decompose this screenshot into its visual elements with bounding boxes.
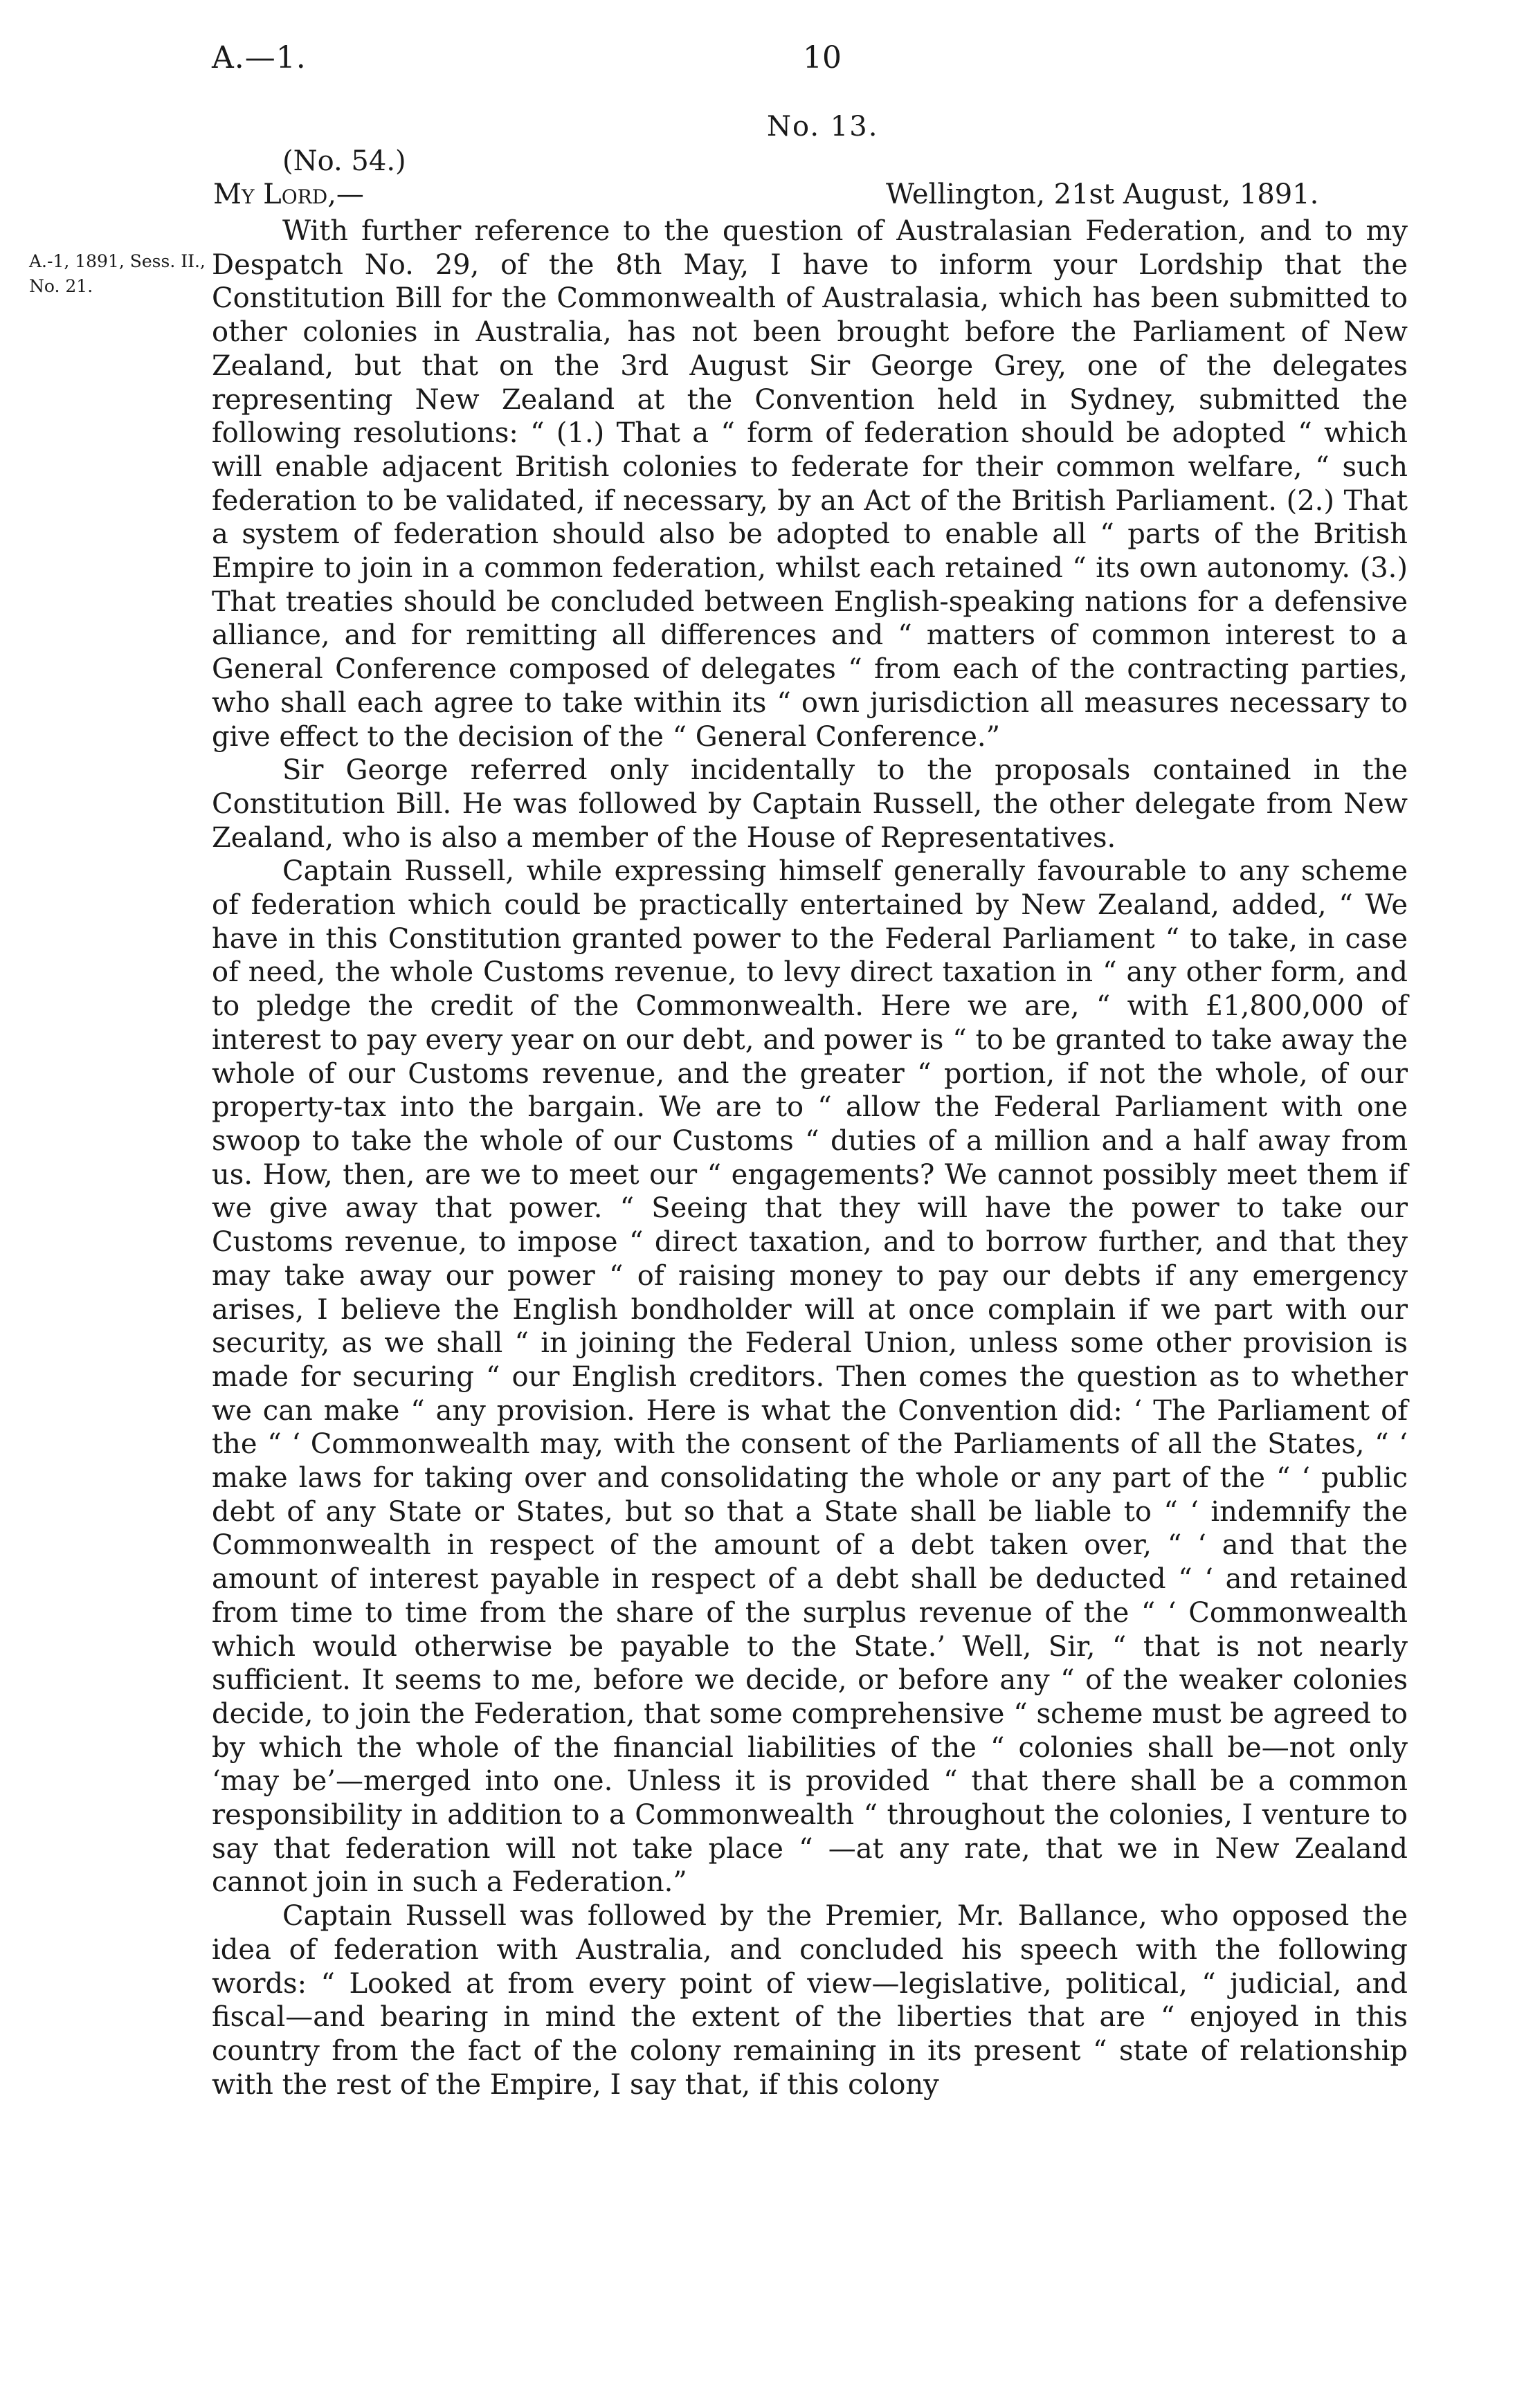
- paragraph: Sir George referred only incidentally to the proposals contained in the Constitution Bill. He was followed by Captain Russell, the other delegate from New Zealand, who is also a member of the House of Representatives.: [212, 754, 1408, 854]
- margin-note: A.-1, 1891, Sess. II., No. 21.: [29, 251, 206, 296]
- paragraph: With further reference to the question of Australasian Federation, and to my Despatch No. 29, of the 8th May, I have to inform your Lordship that the Constitution Bill for the Commonwealth of Australasia, which has been submitted to other colonies in Australia, has not been brought before the Parliament of New Zealand, but that on the 3rd August Sir George Grey, one of the delegates representing New Zealand at the Convention held in Sydney, submitted the following resolutions: “ (1.) That a “ form of federation should be adopted “ which will enable adjacent British colonies to federate for their common welfare, “ such federation to be validated, if necessary, by an Act of the British Parliament. (2.) That a system of federation should also be adopted to enable all “ parts of the British Empire to join in a common federation, whilst each retained “ its own autonomy. (3.) That treaties should be concluded between English-speaking nations for a defensive alliance, and for remitting all differences and “ matters of common interest to a General Conference composed of delegates “ from each of the contracting parties, who shall each agree to take within its “ own jurisdiction all measures necessary to give effect to the decision of the “ General Conference.”: [212, 215, 1408, 753]
- despatch-number: (No. 54.): [282, 145, 406, 177]
- page-reference: A.—1.: [212, 40, 307, 75]
- page-number: 10: [803, 40, 842, 75]
- paragraph: Captain Russell, while expressing himself generally favourable to any scheme of federation which could be practically entertained by New Zealand, added, “ We have in this Constitution granted power to the Federal Parliament “ to take, in case of need, the whole Customs revenue, to levy direct taxation in “ any other form, and to pledge the credit of the Commonwealth. Here we are, “ with £1,800,000 of interest to pay every year on our debt, and power is “ to be granted to take away the whole of our Customs revenue, and the greater “ portion, if not the whole, of our property-tax into the bargain. We are to “ allow the Federal Parliament with one swoop to take the whole of our Customs “ duties of a million and a half away from us. How, then, are we to meet our “ engagements? We cannot possibly meet them if we give away that power. “ Seeing that they will have the power to take our Customs revenue, to impose “ direct taxation, and to borrow further, and that they may take away our power “ of raising money to pay our debts if any emergency arises, I believe the English bondholder will at once complain if we part with our security, as we shall “ in joining the Federal Union, unless some other provision is made for securing “ our English creditors. Then comes the question as to whether we can make “ any provision. Here is what the Convention did: ‘ The Parliament of the “ ‘ Commonwealth may, with the consent of the Parliaments of all the States, “ ‘ make laws for taking over and consolidating the whole or any part of the “ ‘ public debt of any State or States, but so that a State shall be liable to “ ‘ indemnify the Commonwealth in respect of the amount of a debt taken over, “ ‘ and that the amount of interest payable in respect of a debt shall be deducted “ ‘ and retained from time to time from the share of the surplus revenue of the “ ‘ Commonwealth which would otherwise be payable to the State.’ Well, Sir, “ that is not nearly sufficient. It seems to me, before we decide, or before any “ of the weaker colonies decide, to join the Federation, that some comprehensive “ scheme must be agreed to by which the whole of the financial liabilities of the “ colonies shall be—not only ‘may be’—merged into one. Unless it is provided “ that there shall be a common responsibility in addition to a Commonwealth “ throughout the colonies, I venture to say that federation will not take place “ —at any rate, that we in New Zealand cannot join in such a Federation.”: [212, 855, 1408, 1899]
- dateline: Wellington, 21st August, 1891.: [886, 179, 1319, 210]
- paragraph: Captain Russell was followed by the Premier, Mr. Ballance, who opposed the idea of federation with Australia, and concluded his speech with the following words: “ Looked at from every point of view—legislative, political, “ judicial, and fiscal—and bearing in mind the extent of the liberties that are “ enjoyed in this country from the fact of the colony remaining in its present “ state of relationship with the rest of the Empire, I say that, if this colony: [212, 1900, 1408, 2101]
- document-number: No. 13.: [767, 111, 879, 143]
- salutation: My Lord,—: [213, 179, 364, 210]
- letter-body: [212, 215, 1408, 2101]
